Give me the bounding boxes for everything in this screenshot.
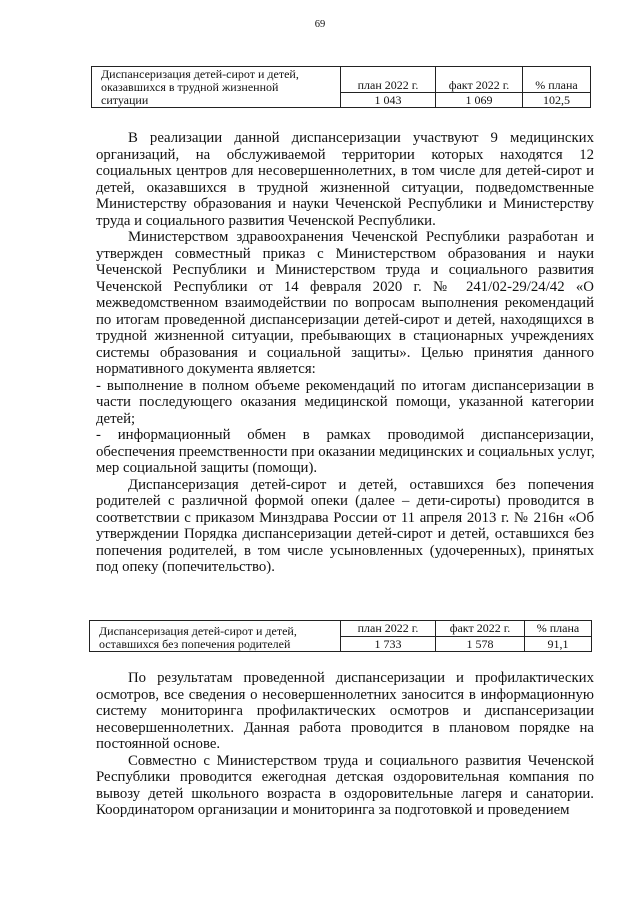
text-line: соответствии с приказом Минздрава России от 11 апреля 2013 г. № 216н «Об bbox=[96, 509, 594, 526]
label-line: Диспансеризация детей-сирот и детей, bbox=[101, 67, 299, 81]
text-line: по итогам проведенной диспансеризации детей-сирот и детей, находящихся в bbox=[96, 311, 594, 328]
header-fact: факт 2022 г. bbox=[436, 621, 525, 637]
text-line: нормативного документа является: bbox=[96, 361, 316, 377]
header-percent: % плана bbox=[523, 67, 591, 93]
text-line: Республики проводится ежегодная детская оздоровительная компания по bbox=[96, 769, 594, 785]
text-line: - информационный обмен в рамках проводимой диспансеризации, bbox=[96, 427, 594, 443]
text-line: - выполнение в полном объеме рекомендаций по итогам диспансеризации в bbox=[96, 377, 594, 394]
text-line: обеспечения преемственности при оказании медицинских и социальных услуг, bbox=[96, 443, 595, 460]
text-line: родителей с различной формой опеки (далее – дети-сироты) проводится в bbox=[96, 493, 594, 509]
text-line: Координатором организации и мониторинга за подготовкой и проведением bbox=[96, 802, 570, 818]
text-line: Совместно с Министерством труда и социального развития Чеченской bbox=[128, 752, 594, 769]
page-number: 69 bbox=[314, 19, 326, 30]
text-line: межведомственном взаимодействии по вопросам выполнения рекомендаций bbox=[96, 295, 594, 311]
text-line: попечения родителей, в том числе усыновленных (удочеренных), принятых bbox=[96, 542, 594, 559]
text-line: части последующего оказания медицинской помощи, указанной категории bbox=[96, 394, 594, 410]
text-line: организаций, на обслуживаемой территории которых находятся 12 bbox=[96, 146, 594, 163]
table-orphans-difficult-situation bbox=[91, 66, 591, 108]
body-text-block bbox=[96, 670, 594, 819]
paragraph bbox=[96, 229, 594, 378]
table-orphans-without-parental-care bbox=[89, 620, 592, 652]
text-line: социальных центров для несовершеннолетних, в том числе для детей-сирот и bbox=[96, 163, 594, 179]
text-line: Чеченской Республики от 14 февраля 2020 г. № 241/02-29/24/42 «О bbox=[96, 278, 594, 295]
text-line: Чеченской Республики и Министерством труда и социального развития bbox=[96, 262, 594, 278]
value-plan: 1 043 bbox=[341, 93, 436, 108]
text-line: Министерством здравоохранения Чеченской Республики разработан и bbox=[128, 229, 594, 245]
paragraph bbox=[96, 670, 594, 753]
value-fact: 1 578 bbox=[436, 637, 525, 652]
header-fact: факт 2022 г. bbox=[436, 67, 523, 93]
text-line: трудной жизненной ситуации, пребывающих в стационарных учреждениях bbox=[96, 328, 594, 344]
text-line: вывозу детей школьного возраста в оздоровительные лагеря и санатории. bbox=[96, 785, 594, 802]
header-plan: план 2022 г. bbox=[341, 621, 436, 637]
text-line: под опеку (попечительство). bbox=[96, 559, 275, 575]
text-line: Диспансеризация детей-сирот и детей, оставшихся без попечения bbox=[128, 476, 594, 493]
paragraph bbox=[96, 477, 594, 576]
text-line: детей; bbox=[96, 410, 136, 427]
paragraph bbox=[96, 378, 594, 428]
text-line: утвержден совместный приказ с Министерством образования и науки bbox=[96, 245, 594, 262]
text-line: утверждении Порядка диспансеризации детей-сирот и детей, оставшихся без bbox=[96, 526, 594, 542]
header-plan: план 2022 г. bbox=[341, 67, 436, 93]
table-row-label bbox=[90, 621, 341, 652]
text-line: труда и социального развития Чеченской Республики. bbox=[96, 212, 436, 229]
text-line: Министерству образования и науки Чеченской Республики и Министерству bbox=[96, 196, 594, 212]
body-text-block bbox=[96, 130, 594, 576]
value-percent: 102,5 bbox=[523, 93, 591, 108]
label-line: ситуации bbox=[101, 93, 149, 107]
text-line: осмотров, все сведения о несовершеннолетних заносится в информационную bbox=[96, 686, 594, 703]
value-fact: 1 069 bbox=[436, 93, 523, 108]
label-line: Диспансеризация детей-сирот и детей, bbox=[99, 624, 297, 638]
text-line: систему мониторинга профилактических осмотров и диспансеризации bbox=[96, 703, 594, 719]
value-plan: 1 733 bbox=[341, 637, 436, 652]
value-percent: 91,1 bbox=[525, 637, 592, 652]
table-row-label bbox=[92, 67, 341, 108]
text-line: мер социальной защиты (помощи). bbox=[96, 460, 318, 476]
paragraph bbox=[96, 427, 594, 477]
text-line: По результатам проведенной диспансеризации и профилактических bbox=[128, 670, 594, 686]
text-line: несовершеннолетних. Данная работа проводится в плановом порядке на bbox=[96, 719, 594, 736]
label-line: оставшихся без попечения родителей bbox=[99, 637, 291, 651]
text-line: В реализации данной диспансеризации участвуют 9 медицинских bbox=[128, 130, 594, 146]
header-percent: % плана bbox=[525, 621, 592, 637]
text-line: системы образования и социальной защиты». Целью принятия данного bbox=[96, 344, 594, 361]
paragraph bbox=[96, 130, 594, 229]
label-line: оказавшихся в трудной жизненной bbox=[101, 80, 279, 94]
paragraph bbox=[96, 753, 594, 819]
text-line: детей, оказавшихся в трудной жизненной ситуации, подведомственные bbox=[96, 179, 594, 196]
text-line: постоянной основе. bbox=[96, 736, 221, 752]
